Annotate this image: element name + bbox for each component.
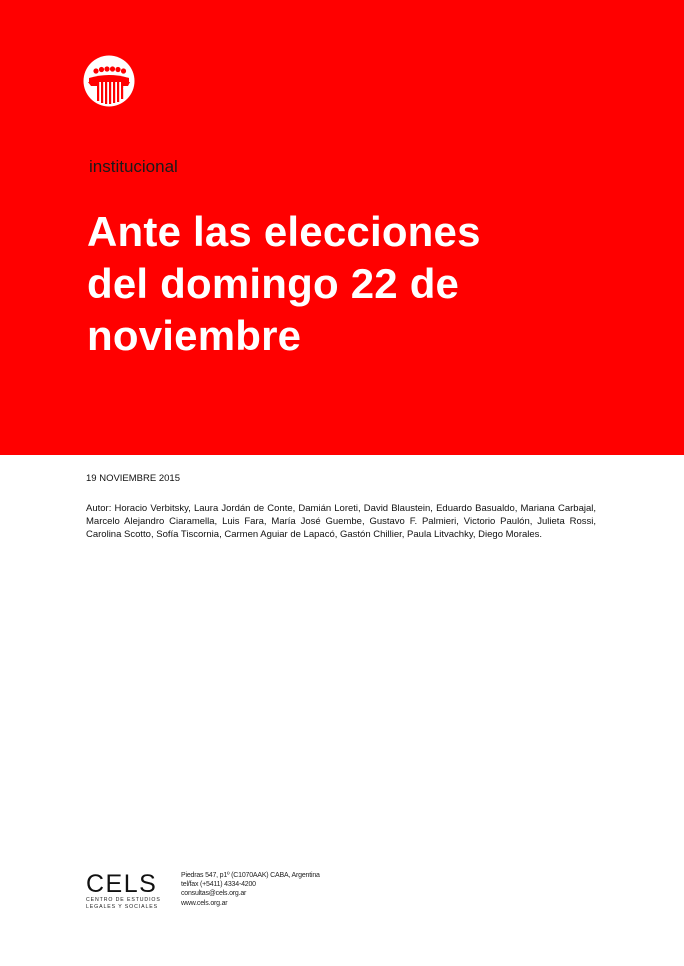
document-date: 19 NOVIEMBRE 2015	[86, 473, 180, 484]
document-title	[87, 206, 647, 362]
contact-phone: tel/fax (+5411) 4334-4200	[181, 881, 256, 889]
cover-band	[0, 0, 684, 455]
title-line-2: del domingo 22 de	[87, 260, 460, 307]
contact-address: Piedras 547, p1º (C1070AAK) CABA, Argentina	[181, 872, 320, 879]
brand-subtitle-line-1: CENTRO DE ESTUDIOS	[86, 897, 161, 903]
document-category: institucional	[89, 157, 178, 176]
title-line-3: noviembre	[87, 312, 302, 359]
document-authors: Autor: Horacio Verbitsky, Laura Jordán de Conte, Damián Loreti, David Blaustein, Eduardo Basualdo, Mariana Carbajal, Marcelo Alejandro Ciaramella, Luis Fara, María José Guembe, Gustavo F. Palmieri, Victorio Paulón, Julieta Rossi, Carolina Scotto, Sofía Tiscornia, Carmen Aguiar de Lapacó, Gastón Chillier, Paula Litvachky, Diego Morales.	[86, 503, 596, 540]
brand-name: CELS	[86, 870, 158, 898]
contact-website-link[interactable]: www.cels.org.ar	[181, 899, 228, 907]
cels-logo-icon	[83, 55, 135, 107]
contact-email-link[interactable]: consultas@cels.org.ar	[181, 890, 247, 898]
contact-info	[181, 871, 320, 908]
cels-brand	[86, 871, 166, 910]
brand-subtitle-line-2: LEGALES Y SOCIALES	[86, 903, 158, 910]
title-line-1: Ante las elecciones	[87, 208, 481, 255]
